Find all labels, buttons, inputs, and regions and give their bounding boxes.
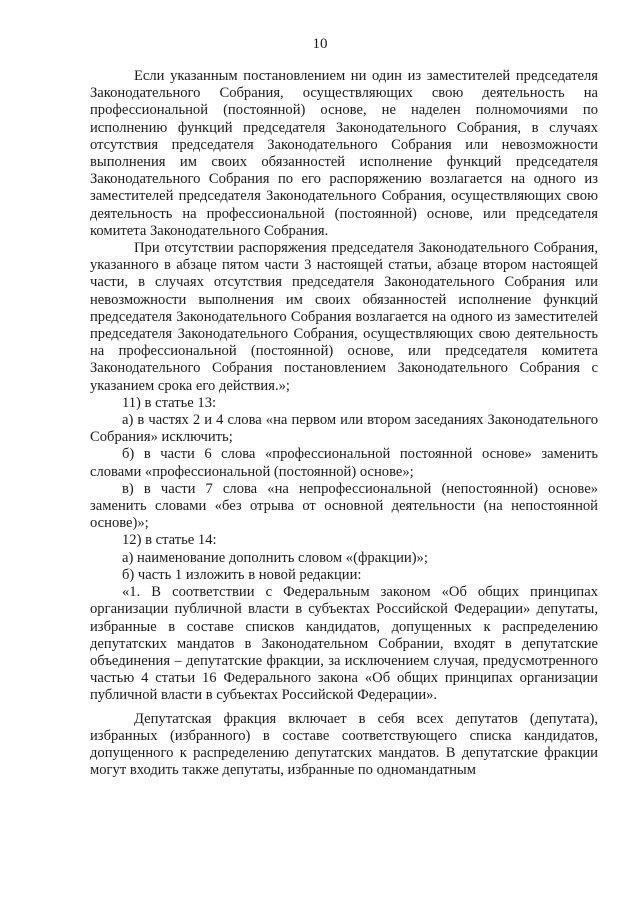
paragraph-1: Если указанным постановлением ни один из заместителей председателя Законодательного Собрания, осуществляющих свою деятельность на профессиональной (постоянной) основе, не наделен полномочиями по исполнению функций председателя Законодательного Собрания, в случаях отсутствия председателя Законодательного Собрания или невозможности выполнения им своих обязанностей исполнение функций председателя Законодательного Собрания по его распоряжению возлагается на одного из заместителей председателя Законодательного Собрания, осуществляющих свою деятельность на профессиональной (постоянной) основе, или председателя комитета Законодательного Собрания. xyxy=(90,68,598,239)
list-item-13a: а) в частях 2 и 4 слова «на первом или втором заседаниях Законодательного Собрания» исключить; xyxy=(90,412,598,446)
document-body xyxy=(90,68,598,779)
list-item-14a: а) наименование дополнить словом «(фракции)»; xyxy=(122,549,428,566)
list-item-article-14: 12) в статье 14: xyxy=(122,532,217,549)
paragraph-faction: Депутатская фракция включает в себя всех депутатов (депутата), избранных (избранного) в составе соответствующего списка кандидатов, допущенного к распределению депутатских мандатов. В депутатские фракции могут входить также депутаты, избранные по одномандатным xyxy=(90,710,598,779)
quoted-clause-1: «1. В соответствии с Федеральным законом «Об общих принципах организации публичной власти в субъектах Российской Федерации» депутаты, избранные в составе списков кандидатов, допущенных к распределению депутатских мандатов в Законодательном Собрании, входят в депутатские объединения – депутатские фракции, за исключением случая, предусмотренного частью 4 статьи 16 Федерального закона «Об общих принципах организации публичной власти в субъектах Российской Федерации». xyxy=(90,584,598,704)
list-item-article-13: 11) в статье 13: xyxy=(122,394,217,411)
list-item-14b: б) часть 1 изложить в новой редакции: xyxy=(122,566,362,583)
page-number: 10 xyxy=(312,36,328,52)
list-item-13c: в) в части 7 слова «на непрофессиональной (непостоянной) основе» заменить словами «без отрыва от основной деятельности (на непостоянной основе)»; xyxy=(90,480,598,532)
list-item-13b: б) в части 6 слова «профессиональной постоянной основе» заменить словами «профессиональной (постоянной) основе»; xyxy=(90,446,598,480)
paragraph-2: При отсутствии распоряжения председателя Законодательного Собрания, указанного в абзаце пятом части 3 настоящей статьи, абзаце втором настоящей части, в случаях отсутствия председателя Законодательного Собрания или невозможности выполнения им своих обязанностей исполнение функций председателя Законодательного Собрания возлагается на одного из заместителей председателя Законодательного Собрания, осуществляющих свою деятельность на профессиональной (постоянной) основе, или председателя комитета Законодательного Собрания постановлением Законодательного Собрания с указанием срока его действия.»; xyxy=(90,240,598,394)
